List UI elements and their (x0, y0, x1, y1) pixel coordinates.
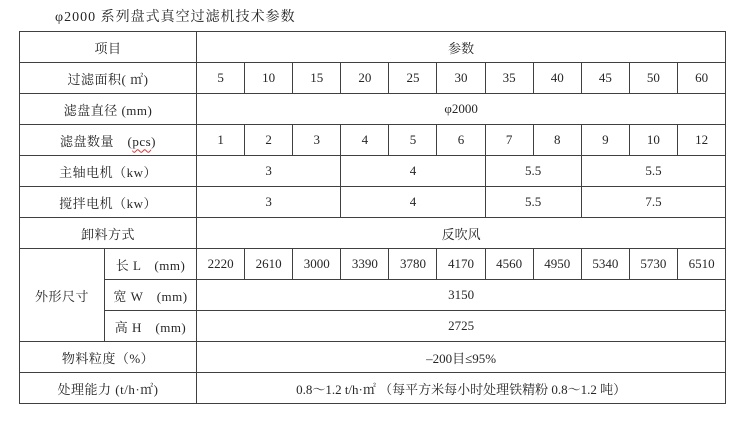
spec-table (19, 31, 726, 404)
disc-diameter-label: 滤盘直径 (mm) (20, 94, 197, 125)
main-motor-row (20, 156, 726, 187)
filter-area-row (20, 63, 726, 94)
table-cell: 25 (389, 63, 437, 94)
table-cell: 35 (485, 63, 533, 94)
table-cell: 2610 (245, 249, 293, 280)
height-value: 2725 (197, 311, 726, 342)
table-cell: 10 (245, 63, 293, 94)
disc-count-unit-spellcheck: pcs (132, 133, 152, 149)
table-cell: 3 (293, 125, 341, 156)
table-cell: 5 (197, 63, 245, 94)
table-cell: 4 (341, 125, 389, 156)
table-cell: 7.5 (581, 187, 725, 218)
table-cell: 5.5 (485, 156, 581, 187)
discharge-row (20, 218, 726, 249)
table-cell: 30 (437, 63, 485, 94)
disc-diameter-value: φ2000 (197, 94, 726, 125)
table-cell: 45 (581, 63, 629, 94)
main-motor-label: 主轴电机（kw） (20, 156, 197, 187)
capacity-row (20, 373, 726, 404)
disc-count-row (20, 125, 726, 156)
table-cell: 15 (293, 63, 341, 94)
table-cell: 8 (533, 125, 581, 156)
table-cell: 3 (197, 187, 341, 218)
disc-count-label (20, 125, 197, 156)
table-cell: 3 (197, 156, 341, 187)
table-cell: 2 (245, 125, 293, 156)
table-cell: 3390 (341, 249, 389, 280)
table-cell: 7 (485, 125, 533, 156)
disc-count-label-close: ) (151, 133, 157, 149)
table-cell: 4 (341, 187, 485, 218)
header-item-cell: 项目 (20, 32, 197, 63)
capacity-value: 0.8～1.2 t/h·㎡ （每平方米每小时处理铁精粉 0.8～1.2 吨） (197, 373, 726, 404)
agitator-motor-row (20, 187, 726, 218)
document-title: φ2000 系列盘式真空过滤机技术参数 (55, 10, 296, 25)
table-cell: 12 (677, 125, 725, 156)
dimensions-width-row (20, 280, 726, 311)
table-cell: 4560 (485, 249, 533, 280)
particle-size-row (20, 342, 726, 373)
length-label: 长 L (mm) (105, 249, 197, 280)
table-cell: 60 (677, 63, 725, 94)
width-value: 3150 (197, 280, 726, 311)
header-row (20, 32, 726, 63)
disc-diameter-row (20, 94, 726, 125)
table-cell: 20 (341, 63, 389, 94)
filter-area-label: 过滤面积( ㎡) (20, 63, 197, 94)
height-label: 高 H (mm) (105, 311, 197, 342)
table-cell: 6510 (677, 249, 725, 280)
header-param-cell: 参数 (197, 32, 726, 63)
dimensions-label: 外形尺寸 (20, 249, 105, 342)
table-cell: 4950 (533, 249, 581, 280)
table-cell: 3780 (389, 249, 437, 280)
particle-size-value: –200目≤95% (197, 342, 726, 373)
agitator-motor-label: 搅拌电机（kw） (20, 187, 197, 218)
discharge-label: 卸料方式 (20, 218, 197, 249)
table-cell: 3000 (293, 249, 341, 280)
table-cell: 50 (629, 63, 677, 94)
table-cell: 4170 (437, 249, 485, 280)
table-cell: 4 (341, 156, 485, 187)
table-cell: 5.5 (581, 156, 725, 187)
capacity-label: 处理能力 (t/h·㎡) (20, 373, 197, 404)
table-cell: 5730 (629, 249, 677, 280)
dimensions-length-row (20, 249, 726, 280)
table-cell: 2220 (197, 249, 245, 280)
disc-count-label-text: 滤盘数量 ( (59, 133, 133, 149)
table-cell: 6 (437, 125, 485, 156)
particle-size-label: 物料粒度（%） (20, 342, 197, 373)
dimensions-height-row (20, 311, 726, 342)
table-cell: 40 (533, 63, 581, 94)
width-label: 宽 W (mm) (105, 280, 197, 311)
table-cell: 5 (389, 125, 437, 156)
discharge-value: 反吹风 (197, 218, 726, 249)
table-cell: 9 (581, 125, 629, 156)
table-cell: 1 (197, 125, 245, 156)
table-cell: 10 (629, 125, 677, 156)
table-cell: 5.5 (485, 187, 581, 218)
table-cell: 5340 (581, 249, 629, 280)
